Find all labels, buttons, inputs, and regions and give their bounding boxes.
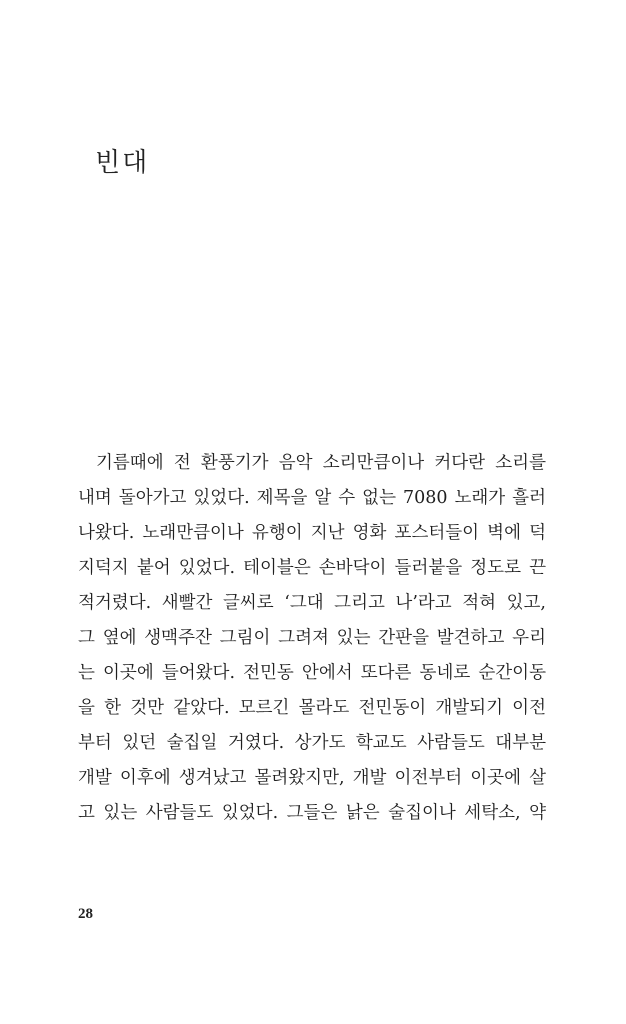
text-line: 을 한 것만 같았다. 모르긴 몰라도 전민동이 개발되기 이전 [78,698,546,718]
page-number: 28 [78,906,93,922]
text-line: 지덕지 붙어 있었다. 테이블은 손바닥이 들러붙을 정도로 끈 [78,558,546,578]
text-line: 적거렸다. 새빨간 글씨로 ‘그대 그리고 나’라고 적혀 있고, [78,593,546,613]
text-line: 는 이곳에 들어왔다. 전민동 안에서 또다른 동네로 순간이동 [78,663,546,683]
chapter-title: 빈대 [95,148,150,178]
text-line: 나왔다. 노래만큼이나 유행이 지난 영화 포스터들이 벽에 덕 [78,523,546,543]
text-line: 개발 이후에 생겨났고 몰려왔지만, 개발 이전부터 이곳에 살 [78,768,546,788]
text-line: 기름때에 전 환풍기가 음악 소리만큼이나 커다란 소리를 [96,453,546,473]
text-line: 고 있는 사람들도 있었다. 그들은 낡은 술집이나 세탁소, 약 [78,803,546,823]
body-text [78,446,546,831]
text-line: 그 옆에 생맥주잔 그림이 그려져 있는 간판을 발견하고 우리 [78,628,546,648]
text-line: 부터 있던 술집일 거였다. 상가도 학교도 사람들도 대부분 [78,733,546,753]
text-line: 내며 돌아가고 있었다. 제목을 알 수 없는 7080 노래가 흘러 [78,488,546,508]
